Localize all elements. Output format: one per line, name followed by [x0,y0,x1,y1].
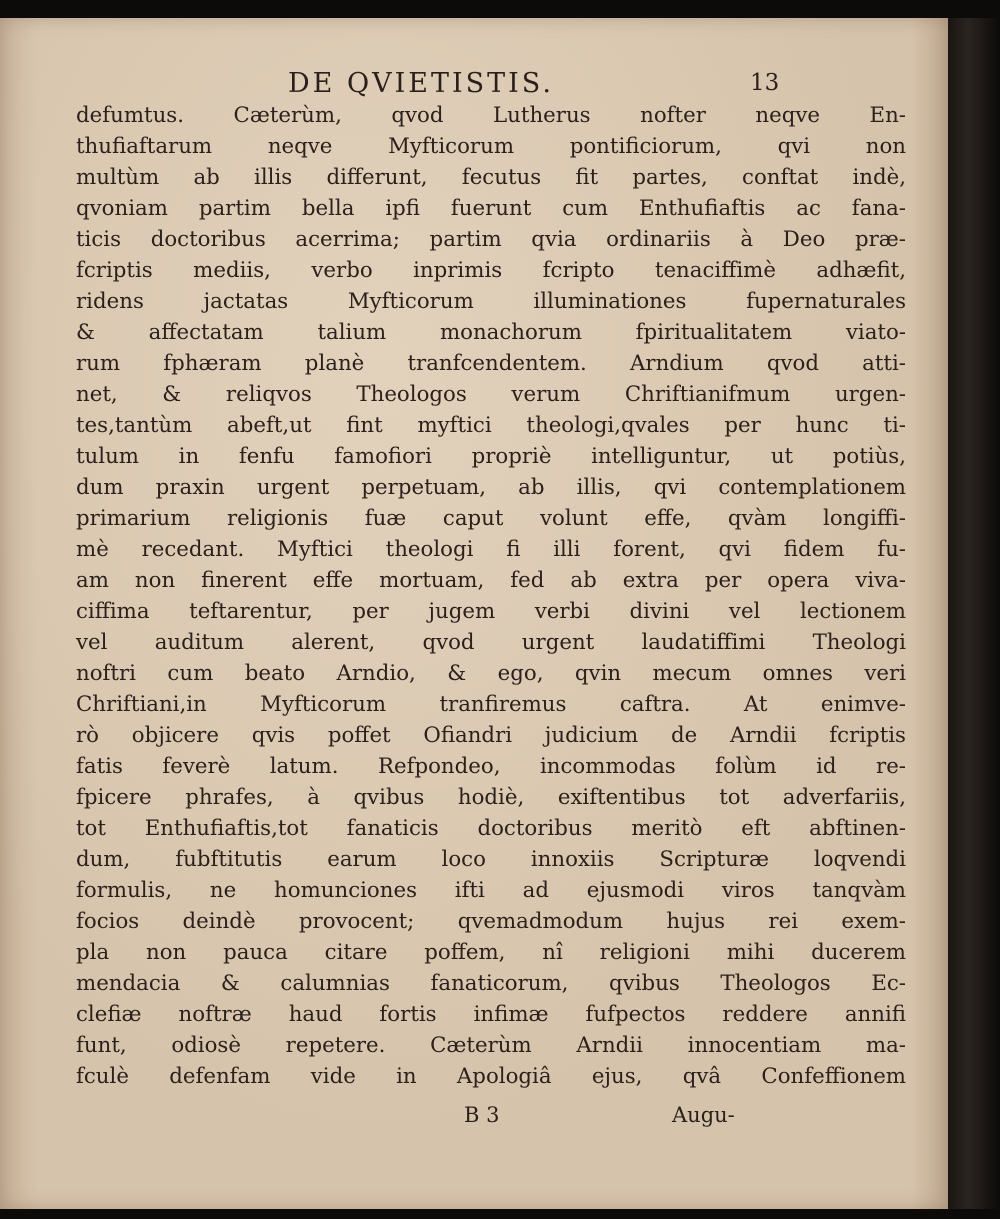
text-line: focios deindè provocent; qvemadmodum hujus rei exem- [76,909,906,934]
page-number: 13 [750,70,780,96]
page-footer [0,1103,948,1133]
text-line: fpicere phrafes, à qvibus hodiè, exiftentibus tot adverfariis, [76,785,906,810]
text-line: rum fphæram planè tranfcendentem. Arndium qvod atti- [76,351,906,376]
text-line: ciffima teftarentur, per jugem verbi divini vel lectionem [76,599,906,624]
book-page [0,18,948,1209]
text-line: dum, fubftitutis earum loco innoxiis Scripturæ loqvendi [76,847,906,872]
running-title: DE QVIETISTIS. [288,68,554,99]
body-text [76,100,906,1092]
signature-mark: B 3 [464,1103,500,1127]
text-line: funt, odiosè repetere. Cæterùm Arndii innocentiam ma- [76,1033,906,1058]
text-line: & affectatam talium monachorum fpiritualitatem viato- [76,320,906,345]
text-line: tes,tantùm abeft,ut fint myftici theologi,qvales per hunc ti- [76,413,906,438]
text-line: noftri cum beato Arndio, & ego, qvin mecum omnes veri [76,661,906,686]
book-edge [948,18,1000,1209]
text-line: fatis feverè latum. Refpondeo, incommodas folùm id re- [76,754,906,779]
text-line: fcriptis mediis, verbo inprimis fcripto tenaciffimè adhæfit, [76,258,906,283]
text-line: formulis, ne homunciones ifti ad ejusmodi viros tanqvàm [76,878,906,903]
text-line: mendacia & calumnias fanaticorum, qvibus Theologos Ec- [76,971,906,996]
text-line: ticis doctoribus acerrima; partim qvia ordinariis à Deo præ- [76,227,906,252]
text-line: primarium religionis fuæ caput volunt effe, qvàm longiffi- [76,506,906,531]
text-line: dum praxin urgent perpetuam, ab illis, qvi contemplationem [76,475,906,500]
text-line: qvoniam partim bella ipfi fuerunt cum Enthufiaftis ac fana- [76,196,906,221]
text-line: rò objicere qvis poffet Ofiandri judicium de Arndii fcriptis [76,723,906,748]
text-line: mè recedant. Myftici theologi fi illi forent, qvi fidem fu- [76,537,906,562]
text-line: fculè defenfam vide in Apologiâ ejus, qvâ Confeffionem [76,1064,906,1089]
text-line: clefiæ noftræ haud fortis infimæ fufpectos reddere annifi [76,1002,906,1027]
page-header [0,68,948,104]
text-line: am non finerent effe mortuam, fed ab extra per opera viva- [76,568,906,593]
text-line: ridens jactatas Myfticorum illuminationes fupernaturales [76,289,906,314]
text-line: vel auditum alerent, qvod urgent laudatiffimi Theologi [76,630,906,655]
text-line: thufiaftarum neqve Myfticorum pontificiorum, qvi non [76,134,906,159]
text-line: tot Enthufiaftis,tot fanaticis doctoribus meritò eft abftinen- [76,816,906,841]
text-line: net, & reliqvos Theologos verum Chriftianifmum urgen- [76,382,906,407]
catchword: Augu- [672,1103,735,1127]
text-line: defumtus. Cæterùm, qvod Lutherus nofter neqve En- [76,103,906,128]
text-line: multùm ab illis differunt, fecutus fit partes, conftat indè, [76,165,906,190]
text-line: tulum in fenfu famofiori propriè intelliguntur, ut potiùs, [76,444,906,469]
text-line: Chriftiani,in Myfticorum tranfiremus caftra. At enimve- [76,692,906,717]
text-line: pla non pauca citare poffem, nî religioni mihi ducerem [76,940,906,965]
